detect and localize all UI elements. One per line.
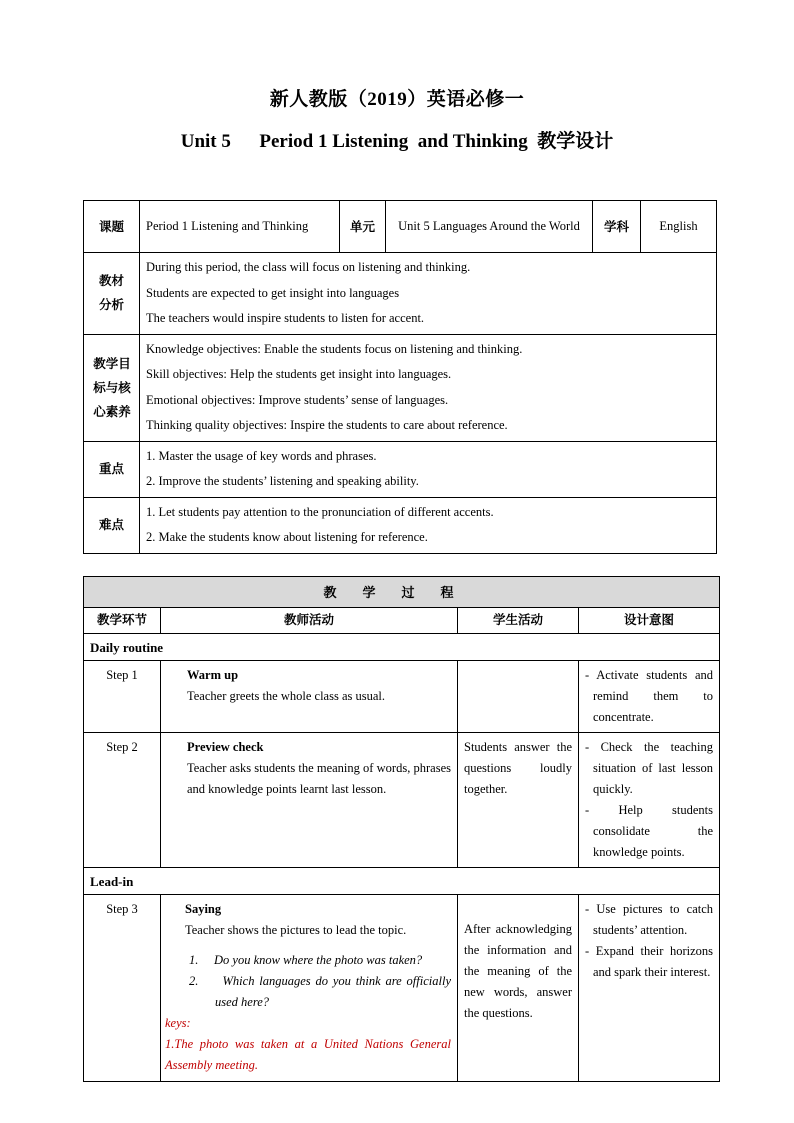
- analysis-line: The teachers would inspire students to listen for accent.: [146, 311, 425, 325]
- teaching-process-table: [83, 576, 720, 1082]
- teacher-activity: [161, 661, 458, 733]
- column-header-row: [84, 608, 720, 634]
- teacher-activity: [161, 895, 458, 1082]
- purpose-item: - Activate students and remind them to concentrate.: [585, 668, 714, 724]
- section-lead-in: Lead-in: [84, 868, 720, 895]
- spacer: [185, 941, 451, 950]
- analysis-line: During this period, the class will focus on listening and thinking.: [146, 260, 471, 274]
- key-points-content: [140, 441, 717, 497]
- info-row-analysis: [84, 253, 717, 335]
- purpose-item: - Expand their horizons and spark their interest.: [585, 944, 714, 979]
- period-title: Period 1 Listening and Thinking 教学设计: [259, 131, 614, 152]
- unit-label: 单元: [340, 201, 386, 253]
- topic-value: Period 1 Listening and Thinking: [140, 201, 340, 253]
- keys-label: keys:: [165, 1016, 191, 1030]
- step-row: [84, 895, 720, 1082]
- col-teacher-header: 教师活动: [161, 608, 458, 634]
- step-label: Step 3: [84, 895, 161, 1082]
- activity-text: Teacher shows the pictures to lead the topic.: [185, 923, 407, 937]
- section-row: [84, 634, 720, 661]
- purpose-item: - Check the teaching situation of last lesson quickly.: [585, 740, 714, 796]
- objective-line: Emotional objectives: Improve students’ sense of languages.: [146, 392, 449, 407]
- activity-title: Warm up: [187, 668, 239, 682]
- info-row-difficult-points: [84, 497, 717, 553]
- activity-text: Teacher greets the whole class as usual.: [187, 689, 386, 703]
- answer-text: 1.The photo was taken at a United Nations General Assembly meeting.: [165, 1037, 451, 1072]
- info-row-key-points: [84, 441, 717, 497]
- section-daily-routine: Daily routine: [84, 634, 720, 661]
- unit-number: Unit 5: [180, 131, 231, 152]
- key-point-line: 1. Master the usage of key words and phrases.: [146, 448, 377, 463]
- student-activity: After acknowledging the information and the meaning of the new words, answer the questions.: [458, 895, 579, 1082]
- design-purpose: [579, 895, 720, 1082]
- purpose-item: - Help students consolidate the knowledge points.: [585, 803, 714, 859]
- document-title: 新人教版（2019）英语必修一: [269, 89, 525, 110]
- objective-line: Skill objectives: Help the students get insight into languages.: [146, 367, 452, 381]
- col-purpose-header: 设计意图: [579, 608, 720, 634]
- process-header-row: [84, 577, 720, 608]
- process-header: 教学过程: [84, 577, 720, 608]
- unit-value: Unit 5 Languages Around the World: [386, 201, 593, 253]
- objective-line: Knowledge objectives: Enable the students focus on listening and thinking.: [146, 341, 523, 356]
- analysis-label: 教材分析: [84, 253, 140, 335]
- design-purpose: [579, 733, 720, 868]
- activity-title: Preview check: [187, 740, 264, 754]
- col-student-header: 学生活动: [458, 608, 579, 634]
- activity-title: Saying: [185, 902, 222, 916]
- difficult-points-label: 难点: [84, 497, 140, 553]
- difficult-point-line: 1. Let students pay attention to the pronunciation of different accents.: [146, 504, 494, 519]
- document-subtitle: [0, 126, 794, 153]
- info-row-topic: [84, 201, 717, 253]
- subject-label: 学科: [593, 201, 641, 253]
- key-point-line: 2. Improve the students’ listening and speaking ability.: [146, 474, 419, 488]
- subject-value: English: [641, 201, 717, 253]
- analysis-line: Students are expected to get insight into languages: [146, 285, 400, 300]
- lesson-info-table: [83, 200, 717, 554]
- analysis-content: [140, 253, 717, 335]
- activity-text: Teacher asks students the meaning of words, phrases and knowledge points learnt last lesson.: [187, 761, 451, 796]
- step-row: [84, 733, 720, 868]
- key-points-label: 重点: [84, 441, 140, 497]
- difficult-points-content: [140, 497, 717, 553]
- col-stage-header: 教学环节: [84, 608, 161, 634]
- student-activity: [458, 661, 579, 733]
- question-item: 2. Which languages do you think are officially used here?: [189, 974, 451, 1009]
- topic-label: 课题: [84, 201, 140, 253]
- objective-line: Thinking quality objectives: Inspire the students to care about reference.: [146, 418, 508, 432]
- design-purpose: [579, 661, 720, 733]
- step-row: [84, 661, 720, 733]
- objectives-content: [140, 334, 717, 441]
- purpose-item: - Use pictures to catch students’ attention.: [585, 902, 714, 937]
- question-item: 1. Do you know where the photo was taken?: [189, 953, 423, 967]
- student-activity: Students answer the questions loudly together.: [458, 733, 579, 868]
- spacer: [231, 131, 260, 152]
- objectives-label: 教学目标与核心素养: [84, 334, 140, 441]
- teacher-activity: [161, 733, 458, 868]
- section-row: [84, 868, 720, 895]
- info-row-objectives: [84, 334, 717, 441]
- step-label: Step 2: [84, 733, 161, 868]
- step-label: Step 1: [84, 661, 161, 733]
- difficult-point-line: 2. Make the students know about listening for reference.: [146, 530, 428, 544]
